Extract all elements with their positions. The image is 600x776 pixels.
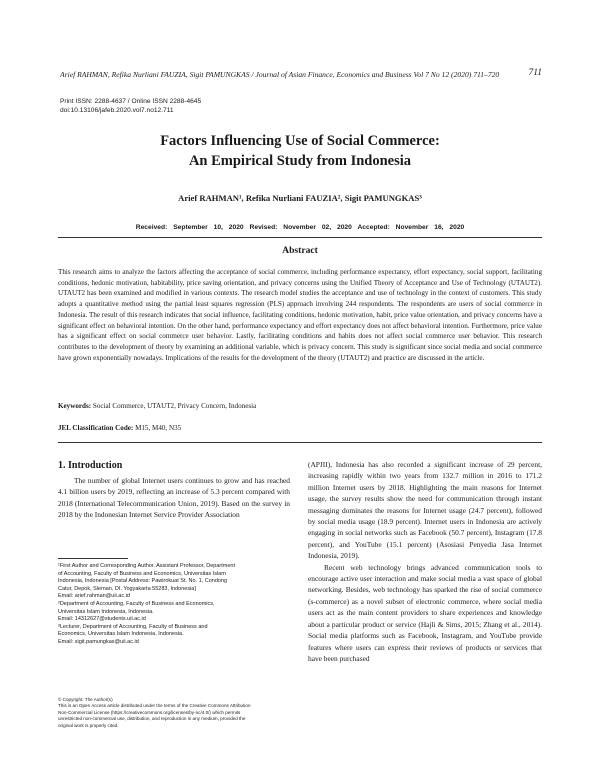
- jel-code: [58, 424, 181, 432]
- abstract-text: This research aims to analyze the factors affecting the acceptance of social commerce, including performance expectancy, effort expectancy, social support, facilitating conditions, hedonic motivation, habitability, price saving orientation, and privacy concerns using the Unified Theory of Acceptance and Use of Technology (UTAUT2). UTAUT2 has been examined and modified in various contexts. The research model studies the acceptance and use of technology in the context of customers. This study adopts a quantitative method using the partial least squares regression (PLS) approach involving 244 respondents. The respondents are users of social commerce in Indonesia. The result of this research indicates that social influence, facilitating conditions, hedonic motivation, habit, price value orientation, and privacy concerns have a significant effect on behavioral intention. On the other hand, performance expectancy and effort expectancy does not affect behavioral intention. Furthermore, price value has a significant effect on social commerce user behavior. Lastly, facilitating conditions and habits does not affect social commerce user behavior. This research contributes to the development of theory by examining an additional variable, which is privacy concern. This study is significant since social media and social commerce have grown exponentially nowadays. Implications of the results for the development of the theory (UTAUT2) and practice are discussed in the article.: [58, 268, 542, 362]
- footnote-line: Universitas Islam Indonesia, Indonesia.: [58, 608, 154, 615]
- section-heading: 1. Introduction: [58, 460, 123, 471]
- copyright-line: unrestricted non-commercial use, distribution, and reproduction in any medium, provided the: [58, 716, 246, 722]
- footnote-line: Economics, Universitas Islam Indonesia, Indonesia.: [58, 631, 184, 638]
- footnote-line: of Accounting, Faculty of Business and Economics, Universitas Islam: [58, 570, 226, 577]
- title-line-1: Factors Influencing Use of Social Commerce:: [160, 133, 440, 149]
- footnote-email: Email: arief.rahman@uii.ac.id: [58, 593, 130, 600]
- copyright-line: original work is properly cited.: [58, 722, 119, 728]
- keywords-value: Social Commerce, UTAUT2, Privacy Concern, Indonesia: [92, 402, 257, 410]
- footnotes: [58, 563, 290, 647]
- keywords-label: Keywords:: [58, 402, 92, 410]
- dates-line: [60, 224, 540, 231]
- copyright-notice: [58, 697, 290, 729]
- footnote-line: Indonesia, Indonesia [Postal Address: Pawirokuat St. No. 1, Condong: [58, 578, 228, 585]
- footnote-line: ¹First Author and Corresponding Author. Assistant Professor, Department: [58, 563, 236, 569]
- revised-date: Revised: November 02, 2020: [249, 224, 352, 231]
- copyright-line: Non-Commercial License (https://creativecommons.org/licenses/by-nc/4.0/) which permits: [58, 709, 241, 715]
- issn-line: Print ISSN: 2288-4637 / Online ISSN 2288-4645: [60, 98, 202, 105]
- doi-line: doi:10.13106/jafeb.2020.vol7.no12.711: [60, 107, 174, 114]
- divider-top: [58, 237, 542, 238]
- divider-bottom: [58, 442, 542, 443]
- accepted-date: Accepted: November 16, 2020: [357, 224, 465, 231]
- issn-block: [60, 97, 201, 115]
- abstract-heading: Abstract: [282, 245, 318, 256]
- copyright-line: © Copyright: The Author(s): [58, 697, 113, 702]
- running-head: Arief RAHMAN, Refika Nurliani FAUZIA, Sigit PAMUNGKAS / Journal of Asian Finance, Economics and Business Vol 7 No 12 (2020) 711–720: [60, 70, 500, 79]
- paper-title: [60, 131, 540, 171]
- intro-right-paragraph-1: (APJII), Indonesia has also recorded a significant increase of 29 percent, increasing rapidly within two years from 132.7 million in 2016 to 171.2 million Internet users by 2018. Highlighting the main reasons for Internet usage, the survey results show the need for communication through instant messaging dominates the reasons for Internet usage (24.7 percent), followed by social media usage (18.9 percent). Internet users in Indonesia are actively engaging in social networks such as Facebook (50.7 percent), Instagram (17.8 percent), and YouTube (15.1 percent) (Asosiasi Penyedia Jasa Internet Indonesia, 2019).: [308, 460, 542, 561]
- authors: Arief RAHMAN¹, Refika Nurliani FAUZIA², Sigit PAMUNGKAS³: [178, 193, 422, 203]
- intro-left-paragraph: The number of global Internet users continues to grow and has reached 4.1 billion users by 2019, reflecting an increase of 5.3 percent compared with 2018 (International Telecommunication Union, 2019). Based on the survey in 2018 by the Indonesian Internet Service Provider Association: [58, 476, 290, 520]
- footnote-line: Catur, Depok, Sleman, DI. Yogyakarta 55283, Indonesia]: [58, 585, 196, 592]
- copyright-line: This is an Open Access article distributed under the terms of the Creative Commons Attribution: [58, 703, 251, 709]
- intro-right-column: [308, 459, 542, 664]
- footnote-line: ²Department of Accounting, Faculty of Business and Economics,: [58, 600, 215, 607]
- jel-label: JEL Classification Code:: [58, 424, 134, 432]
- footnote-email: Email: 14312627@students.uii.ac.id: [58, 616, 146, 623]
- footnote-email: Email: sigit.pamungkas@uii.ac.id: [58, 638, 139, 645]
- intro-right-paragraph-2: Recent web technology brings advanced communication tools to encourage active user interaction and make social media a vast space of global networking. Besides, web technology has sparked the rise of social commerce (s-commerce) as a novel subset of electronic commerce, where social media users act as the main content providers to share experiences and knowledge about a particular product or service (Hajli & Sims, 2015; Zhang et al., 2014). Social media platforms such as Facebook, Instagram, and YouTube provide features where users can express their reviews of products or services that have been purchased: [308, 562, 542, 663]
- keywords: [58, 402, 256, 410]
- page-number: 711: [528, 68, 542, 78]
- footnote-line: ³Lecturer, Department of Accounting, Faculty of Business and: [58, 623, 208, 630]
- title-line-2: An Empirical Study from Indonesia: [188, 153, 412, 169]
- received-date: Received: September 10, 2020: [135, 224, 244, 231]
- jel-value: M15, M40, N35: [135, 424, 182, 432]
- footnote-rule: [58, 558, 128, 559]
